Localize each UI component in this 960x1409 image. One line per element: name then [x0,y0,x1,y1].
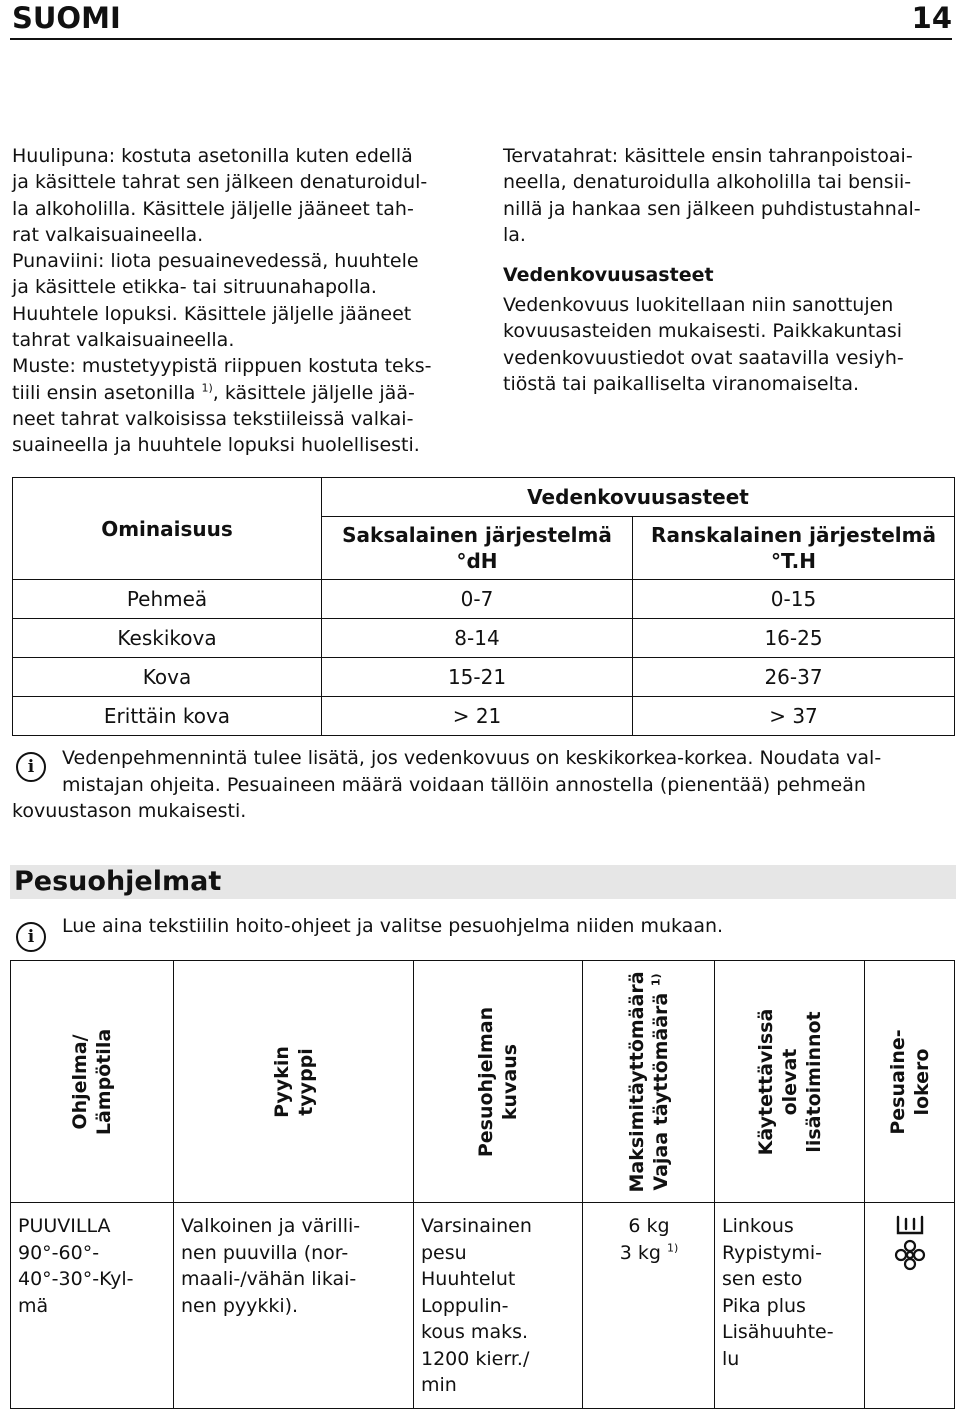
french-system-header: Ranskalainen järjestelmä °T.H [633,517,955,580]
header-divider [10,38,952,40]
section-title: Pesuohjelmat [14,866,222,897]
table-cell: Pehmeä [13,580,322,619]
german-system-header: Saksalainen järjestelmä °dH [322,517,633,580]
table-row [13,478,955,517]
text-line: tahrat valkaisuaineella. [12,329,235,352]
table-cell: Keskikova [13,619,322,658]
footnote-ref: 1) [666,1241,679,1255]
reduced-load-value: 3 kg $^{1)}$ [619,1241,679,1264]
table-row [13,658,955,697]
property-header: Ominaisuus [13,478,322,580]
table-cell: > 37 [633,697,955,736]
water-hardness-table [12,477,955,736]
text-line [12,745,952,772]
info-icon: i [16,752,46,782]
text-line: Huulipuna: kostuta asetonilla kuten edellä [12,145,413,167]
program-table [10,960,955,1409]
max-load-value: 6 kg [628,1215,670,1237]
table-cell: Erittäin kova [13,697,322,736]
description-header: Pesuohjelman kuvaus [414,961,583,1203]
water-hardness-heading: Vedenkovuusasteet [503,264,714,287]
main-wash-compartment-icon [898,1217,922,1233]
stain-instructions-left [12,143,452,459]
options-cell: Linkous Rypistymi- sen esto Pika plus Lisähuuhte- lu [715,1203,865,1409]
laundry-type-header: Pyykin tyyppi [174,961,414,1203]
drawer-icons [893,1213,927,1277]
table-cell: 15-21 [322,658,633,697]
text-line: Punaviini: liota pesuainevedessä, huuhtele [12,250,419,273]
reduced-load-label: Vajaa täyttömäärä $^{1)}$ [649,972,672,1191]
text-line: ja käsittele etikka- tai sitruunahapolla. [12,276,377,299]
detergent-drawer-header: Pesuaine- lokero [865,961,955,1203]
table-cell: > 21 [322,697,633,736]
text-line [12,380,452,406]
program-cell: PUUVILLA 90°-60°- 40°-30°-Kyl- mä [11,1203,174,1409]
text-fragment: mistajan ohjeita. Pesuaineen määrä voidaan tällöin annostella (pienentää) pehmeän [62,773,866,796]
text-line: Muste: mustetyypistä riippuen kostuta teks- [12,355,432,378]
text-line: Huuhtele lopuksi. Käsittele jäljelle jääneet [12,302,412,325]
text-fragment: Vedenpehmennintä tulee lisätä, jos vedenkovuus on keskikorkea-korkea. Noudata val- [62,747,882,769]
text-line: kovuustason mukaisesti. [12,800,247,822]
footnote-ref: 1) [649,972,663,986]
text-fragment: tiili ensin asetonilla [12,381,196,404]
labels-note: Lue aina tekstiilin hoito-ohjeet ja valitse pesuohjelma niiden mukaan. [62,915,724,937]
table-cell: 26-37 [633,658,955,697]
text-line: la alkoholilla. Käsittele jäljelle jääneet tah- [12,197,414,220]
load-header [583,961,715,1203]
table-cell: 16-25 [633,619,955,658]
text-line: neet tahrat valkoisissa tekstiileissä valkai- [12,407,414,430]
softener-note [12,745,952,825]
stain-instructions-right [503,143,953,397]
table-cell: Kova [13,658,322,697]
text-line: suaineella ja huuhtele lopuksi huolellisesti. [12,434,420,457]
options-header: Käytettävissä olevat lisätoiminnot [715,961,865,1203]
water-hardness-text: Vedenkovuus luokitellaan niin sanottujen kovuusasteiden mukaisesti. Paikkakuntasi vedenkovuustiedot ovat saatavilla vesiyh- tiöstä tai paikalliselta viranomaiselta. [503,294,904,396]
text-line [12,772,952,799]
table-row [13,619,955,658]
detergent-drawer-cell [865,1203,955,1409]
header-language: SUOMI [12,1,121,35]
page-number: 14 [911,1,952,35]
table-row [13,580,955,619]
laundry-type-cell: Valkoinen ja värilli- nen puuvilla (nor- maali-/vähän likai- nen pyykki). [174,1203,414,1409]
description-cell: Varsinainen pesu Huuhtelut Loppulin- kous maks. 1200 kierr./ min [414,1203,583,1409]
footnote-ref: 1) [201,381,213,395]
table-cell: 0-7 [322,580,633,619]
table-cell: 0-15 [633,580,955,619]
text-line: ja käsittele tahrat sen jälkeen denaturoidul- [12,171,428,194]
table-cell: 8-14 [322,619,633,658]
info-icon: i [16,922,46,952]
softener-flower-icon [896,1241,924,1269]
program-header: Ohjelma/ Lämpötila [11,961,174,1203]
text-fragment: , käsittele jäljelle jää- [212,381,415,404]
section-heading [10,865,956,899]
text-line: rat valkaisuaineella. [12,223,204,246]
load-cell [583,1203,715,1409]
table-header-row [11,961,955,1203]
table-row [13,697,955,736]
table-row [11,1203,955,1409]
hardness-group-header: Vedenkovuusasteet [322,478,955,517]
max-load-label: Maksimitäyttömäärä [625,970,648,1193]
tar-stain-text: Tervatahrat: käsittele ensin tahranpoistoai- neella, denaturoidulla alkoholilla tai bensii- nillä ja hankaa sen jälkeen puhdistustahnal- la. [503,145,921,246]
